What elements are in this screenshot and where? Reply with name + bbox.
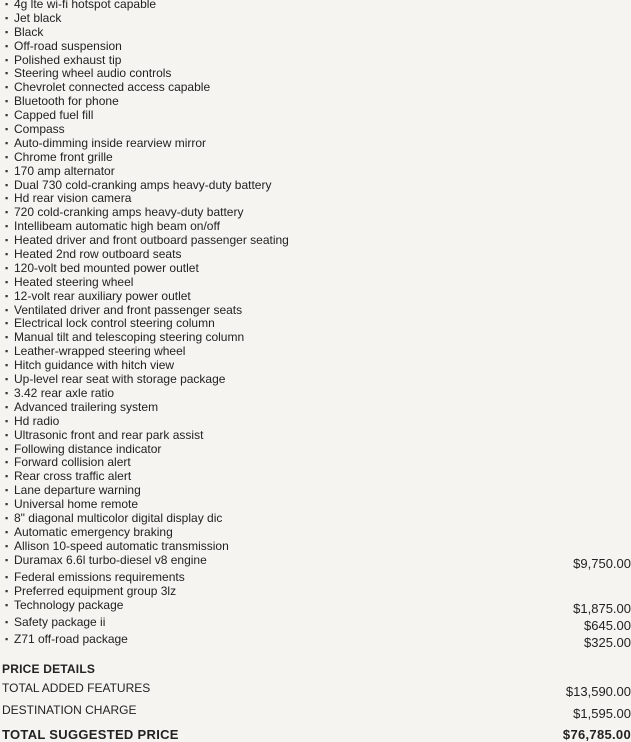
bullet-icon: ▪ [5, 599, 9, 610]
bullet-icon: ▪ [5, 68, 9, 79]
feature-item [5, 304, 631, 318]
feature-item [5, 359, 631, 373]
price-details-title: PRICE DETAILS [2, 662, 96, 676]
bullet-icon: ▪ [5, 443, 9, 454]
bullet-icon: ▪ [5, 290, 9, 301]
bullet-icon: ▪ [5, 485, 9, 496]
feature-name: Jet black [14, 10, 62, 25]
feature-item [5, 26, 631, 40]
feature-item [5, 401, 631, 415]
feature-name: Capped fuel fill [14, 108, 94, 123]
bullet-icon: ▪ [5, 318, 9, 329]
feature-name: 170 amp alternator [14, 163, 115, 178]
feature-item [5, 633, 631, 650]
feature-name: Intellibeam automatic high beam on/off [14, 219, 220, 234]
feature-name: Heated steering wheel [14, 274, 134, 289]
feature-name: Federal emissions requirements [14, 569, 185, 584]
feature-name: Hd rear vision camera [14, 191, 132, 206]
feature-item [5, 109, 631, 123]
feature-item [5, 276, 631, 290]
bullet-icon: ▪ [5, 346, 9, 357]
bullet-icon: ▪ [5, 387, 9, 398]
feature-name: Advanced trailering system [14, 399, 159, 414]
feature-price: $325.00 [584, 634, 631, 650]
feature-item [5, 54, 631, 68]
feature-name: Heated driver and front outboard passenger seating [14, 233, 289, 248]
feature-item [5, 95, 631, 109]
feature-item [5, 456, 631, 470]
bullet-icon: ▪ [5, 151, 9, 162]
feature-item [5, 415, 631, 429]
destination-charge-value: $1,595.00 [573, 706, 631, 721]
feature-name: Dual 730 cold-cranking amps heavy-duty battery [14, 177, 272, 192]
feature-name: Safety package ii [14, 614, 106, 629]
total-suggested-price-value: $76,785.00 [562, 727, 631, 742]
bullet-icon: ▪ [5, 332, 9, 343]
bullet-icon: ▪ [5, 360, 9, 371]
bullet-icon: ▪ [5, 276, 9, 287]
bullet-icon: ▪ [5, 429, 9, 440]
feature-item [5, 470, 631, 484]
bullet-icon: ▪ [5, 401, 9, 412]
feature-item [5, 512, 631, 526]
feature-name: Bluetooth for phone [14, 94, 119, 109]
bullet-icon: ▪ [5, 124, 9, 135]
feature-price: $9,750.00 [573, 555, 631, 571]
bullet-icon: ▪ [5, 471, 9, 482]
feature-name: Following distance indicator [14, 441, 162, 456]
feature-item [5, 373, 631, 387]
feature-name: Universal home remote [14, 497, 139, 512]
feature-name: Off-road suspension [14, 38, 122, 53]
feature-price: $1,875.00 [573, 600, 631, 616]
feature-item [5, 234, 631, 248]
bullet-icon: ▪ [5, 512, 9, 523]
feature-name: 12-volt rear auxiliary power outlet [14, 288, 191, 303]
feature-name: Ultrasonic front and rear park assist [14, 427, 204, 442]
feature-name: Heated 2nd row outboard seats [14, 247, 182, 262]
feature-item [5, 317, 631, 331]
bullet-icon: ▪ [5, 249, 9, 260]
bullet-icon: ▪ [5, 235, 9, 246]
bullet-icon: ▪ [5, 54, 9, 65]
bullet-icon: ▪ [5, 415, 9, 426]
feature-item [5, 331, 631, 345]
feature-item [5, 206, 631, 220]
bullet-icon: ▪ [5, 585, 9, 596]
bullet-icon: ▪ [5, 616, 9, 627]
total-added-features-row [2, 681, 631, 703]
feature-name: 3.42 rear axle ratio [14, 385, 115, 400]
feature-name: Z71 off-road package [14, 631, 128, 646]
feature-name: Technology package [14, 597, 124, 612]
bullet-icon: ▪ [5, 457, 9, 468]
feature-name: Automatic emergency braking [14, 524, 173, 539]
total-added-features-value: $13,590.00 [565, 684, 631, 699]
feature-item [5, 345, 631, 359]
feature-item [5, 484, 631, 498]
feature-item [5, 67, 631, 81]
feature-item [5, 137, 631, 151]
feature-item [5, 12, 631, 26]
feature-name: Compass [14, 122, 65, 137]
bullet-icon: ▪ [5, 165, 9, 176]
feature-name: Leather-wrapped steering wheel [14, 344, 186, 359]
total-suggested-price-label: TOTAL SUGGESTED PRICE [2, 727, 179, 742]
feature-name: Hd radio [14, 413, 60, 428]
feature-item [5, 123, 631, 137]
feature-price: $645.00 [584, 617, 631, 633]
feature-name: Duramax 6.6l turbo-diesel v8 engine [14, 552, 207, 567]
feature-name: Preferred equipment group 3lz [14, 583, 177, 598]
feature-item [5, 262, 631, 276]
feature-name: Electrical lock control steering column [14, 316, 215, 331]
feature-name: Black [14, 24, 44, 39]
feature-item [5, 429, 631, 443]
total-suggested-price-row [2, 727, 631, 742]
feature-item [5, 585, 631, 599]
feature-name: Lane departure warning [14, 483, 141, 498]
feature-item [5, 248, 631, 262]
feature-name: Steering wheel audio controls [14, 66, 172, 81]
feature-item [5, 220, 631, 234]
feature-name: Chrome front grille [14, 149, 113, 164]
feature-item [5, 151, 631, 165]
bullet-icon: ▪ [5, 179, 9, 190]
bullet-icon: ▪ [5, 193, 9, 204]
feature-item [5, 290, 631, 304]
feature-item [5, 526, 631, 540]
feature-name: Rear cross traffic alert [14, 469, 132, 484]
feature-list [5, 0, 631, 650]
feature-item [5, 81, 631, 95]
feature-item [5, 540, 631, 554]
bullet-icon: ▪ [5, 96, 9, 107]
bullet-icon: ▪ [5, 40, 9, 51]
destination-charge-row [2, 703, 631, 727]
destination-charge-label: DESTINATION CHARGE [2, 703, 137, 717]
bullet-icon: ▪ [5, 12, 9, 23]
bullet-icon: ▪ [5, 304, 9, 315]
feature-item [5, 616, 631, 633]
feature-name: Polished exhaust tip [14, 52, 122, 67]
feature-item [5, 192, 631, 206]
bullet-icon: ▪ [5, 137, 9, 148]
bullet-icon: ▪ [5, 374, 9, 385]
bullet-icon: ▪ [5, 110, 9, 121]
feature-name: Ventilated driver and front passenger seats [14, 302, 243, 317]
bullet-icon: ▪ [5, 0, 9, 9]
bullet-icon: ▪ [5, 262, 9, 273]
bullet-icon: ▪ [5, 207, 9, 218]
bullet-icon: ▪ [5, 526, 9, 537]
feature-item [5, 571, 631, 585]
feature-name: 120-volt bed mounted power outlet [14, 260, 199, 275]
total-added-features-label: TOTAL ADDED FEATURES [2, 681, 151, 695]
bullet-icon: ▪ [5, 554, 9, 565]
feature-item [5, 387, 631, 401]
feature-item [5, 554, 631, 571]
feature-name: Hitch guidance with hitch view [14, 358, 175, 373]
bullet-icon: ▪ [5, 633, 9, 644]
bullet-icon: ▪ [5, 499, 9, 510]
feature-name: 720 cold-cranking amps heavy-duty battery [14, 205, 244, 220]
bullet-icon: ▪ [5, 571, 9, 582]
feature-item [5, 0, 631, 12]
feature-name: 4g lte wi-fi hotspot capable [14, 0, 157, 11]
price-details [2, 660, 631, 742]
bullet-icon: ▪ [5, 540, 9, 551]
feature-name: 8" diagonal multicolor digital display dic [14, 510, 223, 525]
feature-name: Chevrolet connected access capable [14, 80, 211, 95]
feature-item [5, 165, 631, 179]
feature-name: Auto-dimming inside rearview mirror [14, 135, 207, 150]
bullet-icon: ▪ [5, 221, 9, 232]
feature-name: Manual tilt and telescoping steering column [14, 330, 245, 345]
feature-item [5, 179, 631, 193]
feature-item [5, 599, 631, 616]
feature-item [5, 498, 631, 512]
bullet-icon: ▪ [5, 82, 9, 93]
feature-name: Forward collision alert [14, 455, 131, 470]
feature-name: Up-level rear seat with storage package [14, 372, 226, 387]
feature-name: Allison 10-speed automatic transmission [14, 538, 229, 553]
feature-item [5, 443, 631, 457]
feature-item [5, 40, 631, 54]
bullet-icon: ▪ [5, 26, 9, 37]
